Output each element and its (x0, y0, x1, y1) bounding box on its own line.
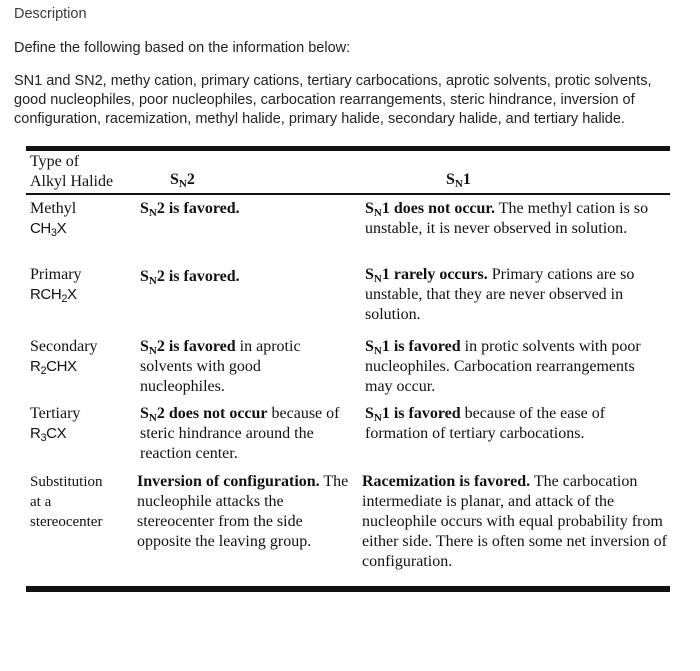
row-methyl-sn2: $S_N2$ is favored. (140, 200, 240, 219)
row-primary-name: Primary (30, 266, 82, 283)
row-tertiary-type (30, 404, 130, 444)
header-sn2: $S_N2$ (170, 171, 195, 190)
row-stereo-sn2: Inversion of configuration. The nucleophile attacks the stereocenter from the side opposite the leaving group. (137, 473, 349, 550)
row-secondary-formula: $R_2CHX$ (30, 358, 77, 377)
header-type-line2: Alkyl Halide (30, 173, 114, 190)
sn1-sn2-comparison-table (26, 146, 670, 592)
header-sn1: $S_N1$ (446, 171, 471, 190)
row-methyl-sn1: $S_N1$ does not occur. The methyl cation is so unstable, it is never observed in solution. (365, 200, 649, 237)
row-primary-sn1: $S_N1$ rarely occurs. Primary cations are so unstable, that they are never observed in solution. (365, 266, 635, 323)
row-tertiary-formula: $R_3CX$ (30, 425, 67, 444)
row-stereo-name-line2: at a (30, 494, 52, 510)
row-secondary-type (30, 337, 140, 377)
row-stereo-name-line1: Substitution (30, 474, 103, 490)
row-methyl-type (30, 199, 130, 239)
row-secondary-name: Secondary (30, 338, 98, 355)
row-stereo-type (30, 472, 140, 532)
row-methyl-formula: $CH_3X$ (30, 220, 67, 239)
row-tertiary-sn1: $S_N1$ is favored because of the ease of formation of tertiary carbocations. (365, 405, 606, 442)
row-stereo-sn1: Racemization is favored. The carbocation intermediate is planar, and attack of the nucleophile occurs with equal probability from either side. There is often some net inversion of configuration. (362, 473, 667, 570)
row-secondary-sn2: $S_N2$ is favored in aprotic solvents with good nucleophiles. (140, 338, 301, 395)
row-methyl-name: Methyl (30, 200, 77, 217)
topics-list: SN1 and SN2, methy cation, primary cations, tertiary carbocations, aprotic solvents, protic solvents, good nucleophiles, poor nucleophiles, carbocation rearrangements, steric hindrance, inversion of configuration, racemization, methyl halide, primary halide, secondary halide, and tertiary halide. (14, 73, 652, 127)
row-secondary-sn1: $S_N1$ is favored in protic solvents with poor nucleophiles. Carbocation rearrangements may occur. (365, 338, 641, 395)
question-prompt: Define the following based on the information below: (14, 40, 351, 56)
table-bottom-rule (26, 586, 670, 592)
description-label: Description (14, 6, 87, 22)
header-rule (26, 193, 670, 195)
row-primary-sn2: $S_N2$ is favored. (140, 268, 240, 287)
row-primary-type (30, 265, 130, 305)
row-primary-formula: $RCH_2X$ (30, 286, 77, 305)
table-top-rule (26, 146, 670, 151)
row-tertiary-sn2: $S_N2$ does not occur because of steric hindrance around the reaction center. (140, 405, 340, 462)
header-type-line1: Type of (30, 153, 80, 170)
row-stereo-name-line3: stereocenter (30, 514, 103, 530)
row-tertiary-name: Tertiary (30, 405, 81, 422)
